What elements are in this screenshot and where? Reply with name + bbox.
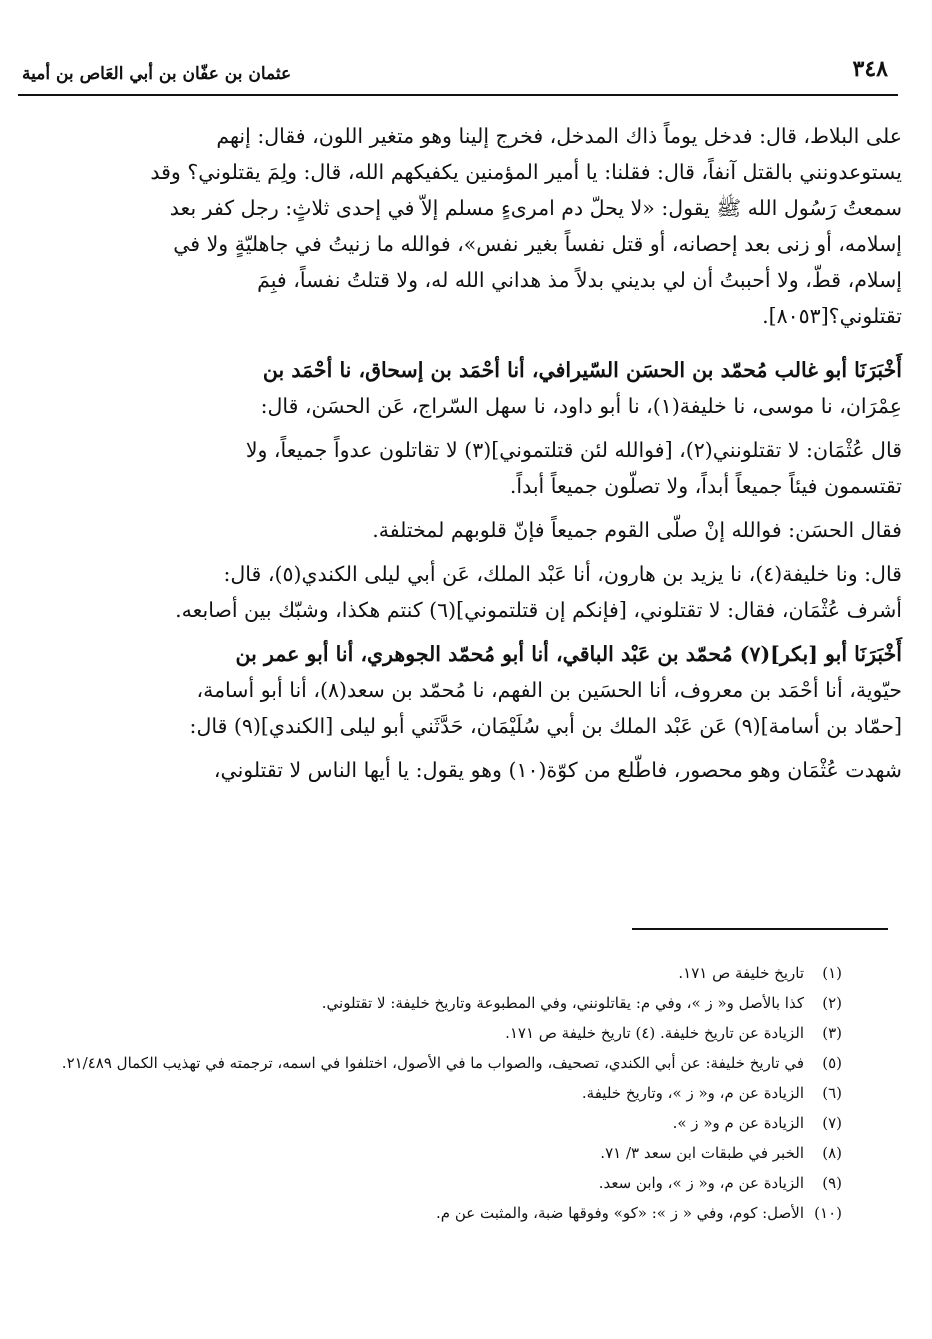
footnote bbox=[42, 958, 842, 988]
footnote-number: (٢) bbox=[822, 994, 842, 1012]
running-title: عثمان بن عفّان بن أبي العَاص بن أمية bbox=[22, 64, 292, 84]
footnote bbox=[42, 1198, 842, 1228]
text-line: تقتسمون فيئاً جميعاً أبداً، ولا تصلّون جميعاً أبداً. bbox=[509, 474, 902, 498]
footnote-text: الزيادة عن م، و« ز »، وتاريخ خليفة. bbox=[581, 1084, 804, 1102]
footnote-number: (٥) bbox=[822, 1054, 842, 1072]
footnote-number: (٩) bbox=[822, 1174, 842, 1192]
footnote bbox=[42, 1138, 842, 1168]
text-line: شهدت عُثْمَان وهو محصور، فاطّلع من كوّة(١٠) وهو يقول: يا أيها الناس لا تقتلوني، bbox=[213, 758, 902, 782]
footnote-number: (٨) bbox=[822, 1144, 842, 1162]
text-line: يستوعدونني بالقتل آنفاً، قال: فقلنا: يا أمير المؤمنين يكفيكهم الله، قال: ولِمَ يقتلوني؟ وقد bbox=[150, 160, 902, 184]
text-line: قال: ونا خليفة(٤)، نا يزيد بن هارون، أنا عَبْد الملك، عَن أبي ليلى الكندي(٥)، قال: bbox=[223, 562, 902, 586]
footnote bbox=[42, 1018, 842, 1048]
footnotes bbox=[42, 958, 842, 1228]
page-number: ٣٤٨ bbox=[852, 56, 888, 82]
footnote-text: الخبر في طبقات ابن سعد ٣/ ٧١. bbox=[600, 1144, 804, 1162]
footnote bbox=[42, 1048, 842, 1078]
text-line: حيّوية، أنا أحْمَد بن معروف، أنا الحسَين بن الفهم، نا مُحمّد بن سعد(٨)، أنا أبو أسامة، bbox=[196, 678, 902, 702]
main-text bbox=[34, 118, 902, 788]
text-line: عِمْرَان، نا موسى، نا خليفة(١)، نا أبو داود، نا سهل السّراج، عَن الحسَن، قال: bbox=[260, 394, 902, 418]
footnote-text: الزيادة عن م و« ز ». bbox=[672, 1114, 804, 1132]
footnote-text: كذا بالأصل و« ز »، وفي م: يقاتلونني، وفي المطبوعة وتاريخ خليفة: لا تقتلوني. bbox=[321, 994, 804, 1012]
text-line: إسلام، قطّ، ولا أحببتُ أن لي بديني بدلاً مذ هداني الله له، ولا قتلتُ نفساً، فبِمَ bbox=[257, 268, 902, 292]
footnote bbox=[42, 1108, 842, 1138]
footnote bbox=[42, 1168, 842, 1198]
page-header bbox=[18, 50, 898, 96]
footnote-number: (١) bbox=[822, 964, 842, 982]
footnote-text: الأصل: كوم، وفي « ز »: «كو» وفوقها ضبة، والمثبت عن م. bbox=[436, 1204, 804, 1222]
footnote-number: (٣) bbox=[822, 1024, 842, 1042]
footnote-separator bbox=[632, 928, 888, 930]
text-line: تقتلوني؟[٨٠٥٣]. bbox=[762, 304, 902, 328]
footnote bbox=[42, 1078, 842, 1108]
footnote-text: الزيادة عن تاريخ خليفة. (٤) تاريخ خليفة ص ١٧١. bbox=[505, 1024, 804, 1042]
text-line: فقال الحسَن: فوالله إنْ صلّى القوم جميعاً فإنّ قلوبهم لمختلفة. bbox=[372, 518, 902, 542]
text-line: سمعتُ رَسُول الله ﷺ يقول: «لا يحلّ دم امرىءٍ مسلم إلاّ في إحدى ثلاثٍ: رجل كفر بعد bbox=[169, 196, 902, 220]
text-line: على البلاط، قال: فدخل يوماً ذاك المدخل، فخرج إلينا وهو متغير اللون، فقال: إنهم bbox=[216, 124, 902, 148]
footnote-number: (٧) bbox=[822, 1114, 842, 1132]
text-line: [حمّاد بن أسامة](٩) عَن عَبْد الملك بن أبي سُلَيْمَان، حَدَّثَني أبو ليلى [الكندي](٩) قال: bbox=[189, 714, 902, 738]
footnote-number: (١٠) bbox=[814, 1204, 842, 1222]
footnote-text: الزيادة عن م، و« ز »، وابن سعد. bbox=[598, 1174, 804, 1192]
text-line: أَخْبَرَنَا أبو غالب مُحمّد بن الحسَن السّيرافي، أنا أحْمَد بن إسحاق، نا أحْمَد بن bbox=[262, 358, 902, 382]
header-rule bbox=[18, 94, 898, 96]
footnote-text: في تاريخ خليفة: عن أبي الكندي، تصحيف، والصواب ما في الأصول، اختلفوا في اسمه، ترجمته في تهذيب الكمال ٢١/٤٨٩. bbox=[61, 1054, 804, 1072]
text-line: قال عُثْمَان: لا تقتلونني(٢)، [فوالله لئن قتلتموني](٣) لا تقاتلون عدواً جميعاً، ولا bbox=[245, 438, 902, 462]
footnote-text: تاريخ خليفة ص ١٧١. bbox=[678, 964, 804, 982]
text-line: أَخْبَرَنَا أبو [بكر](٧) مُحمّد بن عَبْد الباقي، أنا أبو مُحمّد الجوهري، أنا أبو عمر بن bbox=[235, 642, 902, 666]
text-line: أشرف عُثْمَان، فقال: لا تقتلوني، [فإنكم إن قتلتموني](٦) كنتم هكذا، وشبّك بين أصابعه. bbox=[175, 598, 902, 622]
footnote bbox=[42, 988, 842, 1018]
footnote-number: (٦) bbox=[822, 1084, 842, 1102]
text-line: إسلامه، أو زنى بعد إحصانه، أو قتل نفساً بغير نفس»، فوالله ما زنيتُ في جاهليّةٍ ولا في bbox=[173, 232, 902, 256]
